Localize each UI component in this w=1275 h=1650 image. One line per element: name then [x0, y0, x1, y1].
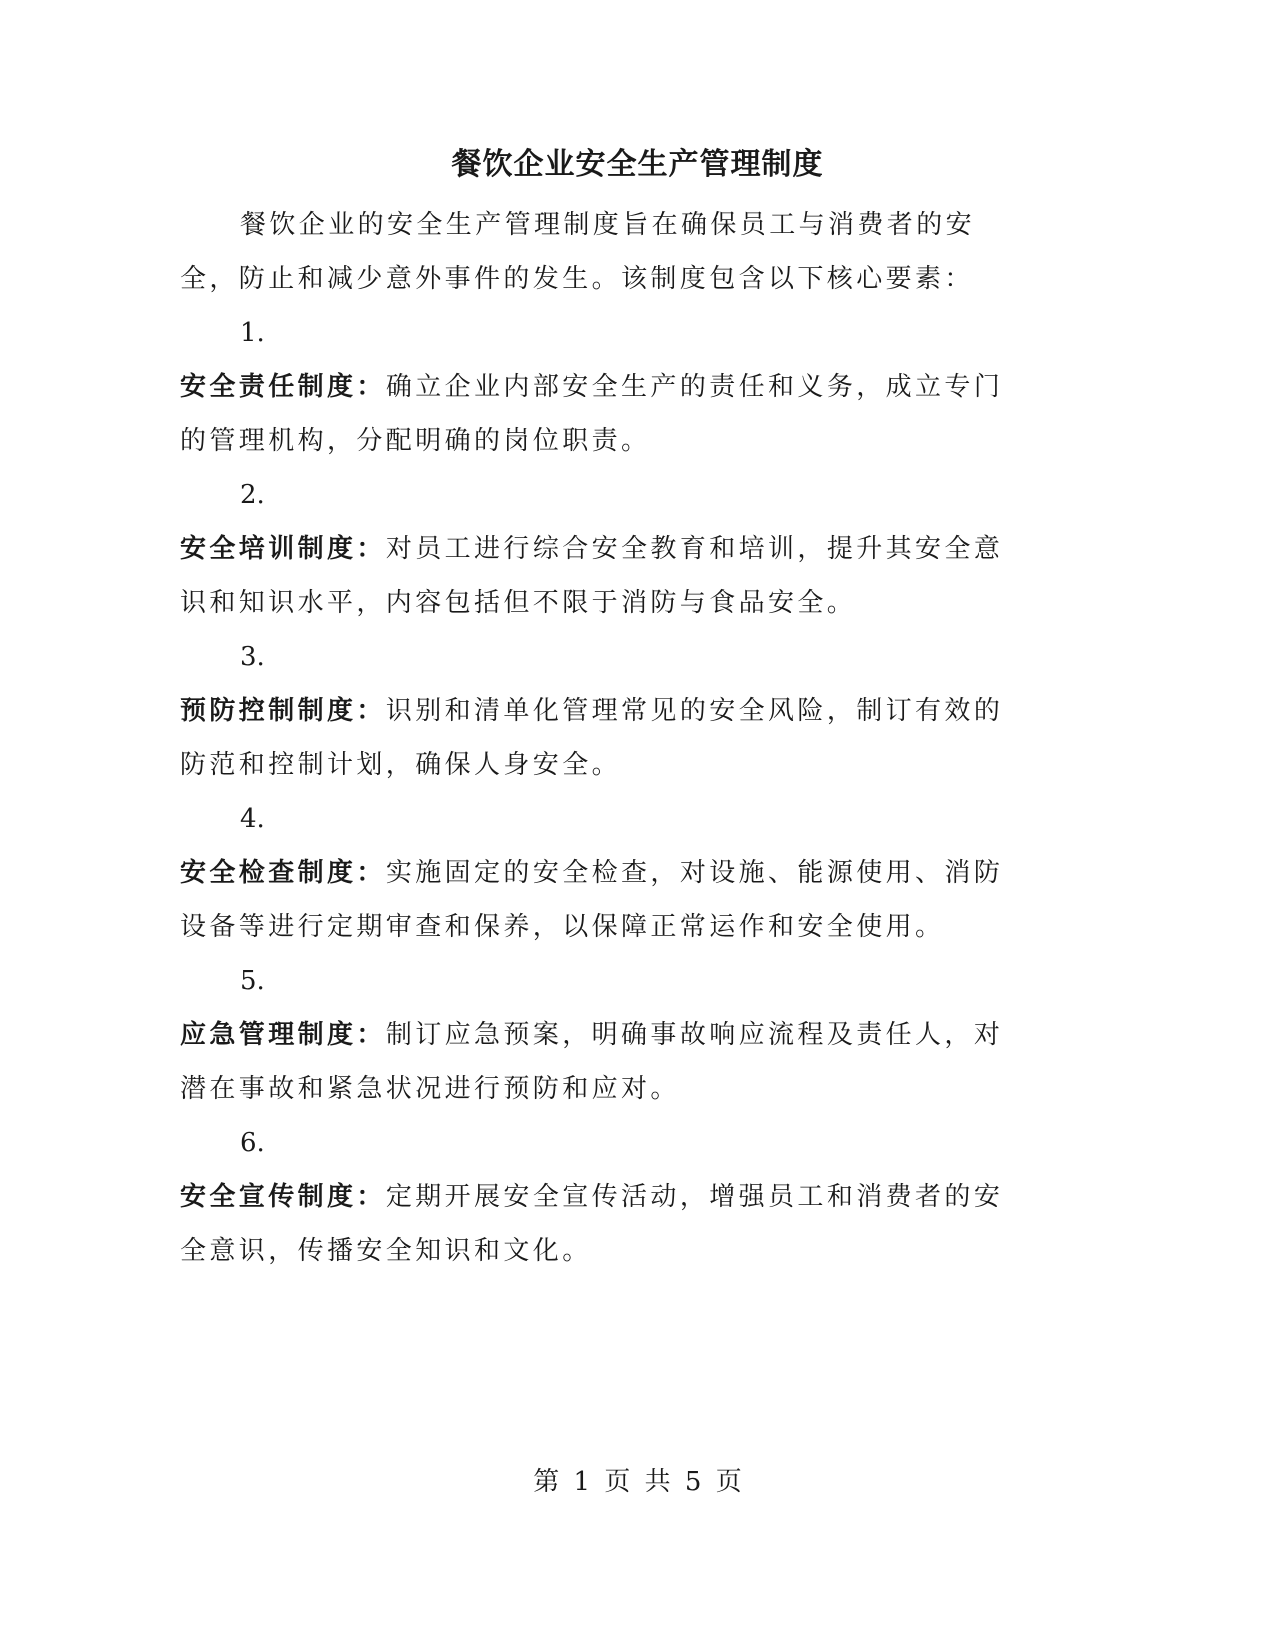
intro-paragraph: 餐饮企业的安全生产管理制度旨在确保员工与消费者的安全，防止和减少意外事件的发生。该制度包含以下核心要素： [180, 210, 976, 294]
list-item [180, 522, 1020, 630]
list-item [180, 684, 1020, 792]
item-number: 3. [240, 642, 265, 672]
list-item [180, 360, 1020, 468]
item-number: 4. [240, 804, 265, 834]
item-heading: 安全培训制度： [180, 534, 386, 564]
list-item [180, 1170, 1020, 1278]
list-item [180, 846, 1020, 954]
item-body: 确立企业内部安全生产的责任和义务，成立专门的管理机构，分配明确的岗位职责。 [180, 372, 1004, 456]
item-heading: 安全责任制度： [180, 372, 386, 402]
item-heading: 安全检查制度： [180, 858, 386, 888]
item-heading: 应急管理制度： [180, 1020, 386, 1050]
item-body: 制订应急预案，明确事故响应流程及责任人，对潜在事故和紧急状况进行预防和应对。 [180, 1020, 1004, 1104]
item-body: 定期开展安全宣传活动，增强员工和消费者的安全意识，传播安全知识和文化。 [180, 1182, 1004, 1266]
item-number: 5. [240, 966, 265, 996]
item-heading: 安全宣传制度： [180, 1182, 386, 1212]
item-body: 实施固定的安全检查，对设施、能源使用、消防设备等进行定期审查和保养，以保障正常运作和安全使用。 [180, 858, 1004, 942]
page-number-footer: 第 1 页 共 5 页 [533, 1467, 742, 1497]
page-title: 餐饮企业安全生产管理制度 [451, 147, 824, 182]
item-number: 6. [240, 1128, 265, 1158]
list-item [180, 1008, 1020, 1116]
item-heading: 预防控制制度： [180, 696, 386, 726]
item-number: 2. [240, 480, 265, 510]
item-number: 1. [240, 318, 265, 348]
item-body: 识别和清单化管理常见的安全风险，制订有效的防范和控制计划，确保人身安全。 [180, 696, 1004, 780]
item-body: 对员工进行综合安全教育和培训，提升其安全意识和知识水平，内容包括但不限于消防与食品安全。 [180, 534, 1004, 618]
